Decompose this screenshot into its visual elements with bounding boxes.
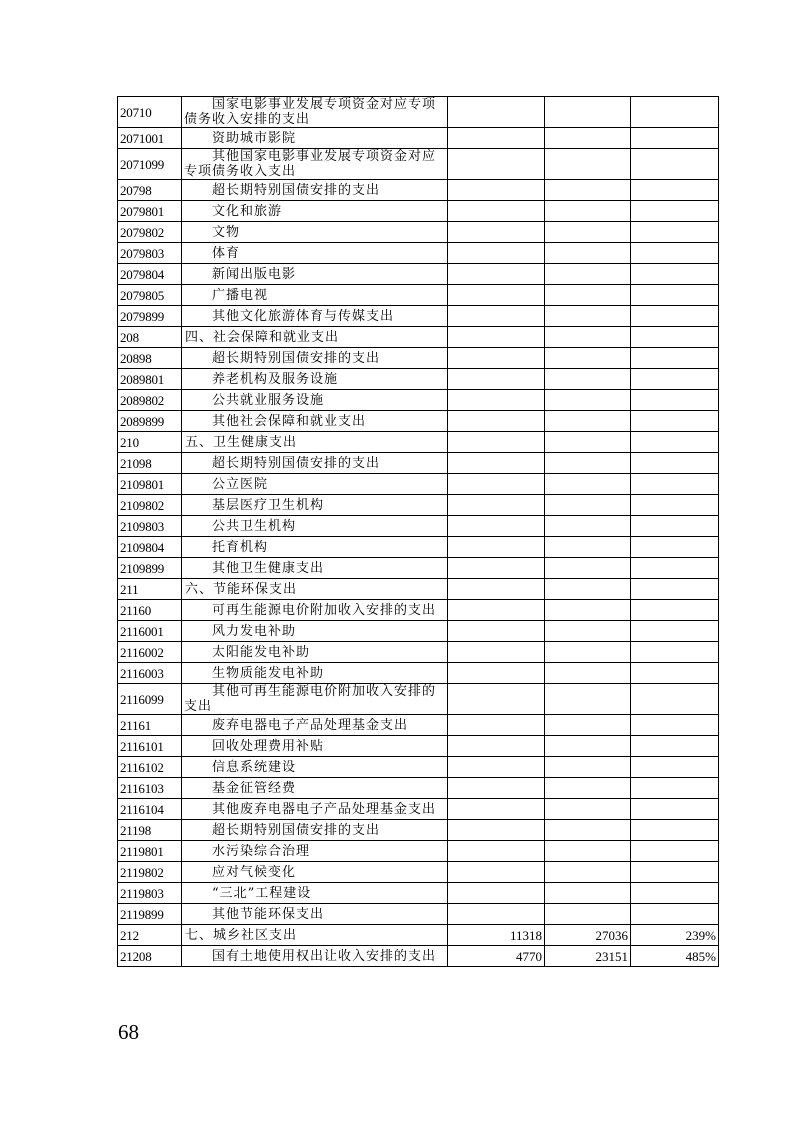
amount-cell-1 xyxy=(448,201,545,222)
subject-name-cell: 其他节能环保支出 xyxy=(182,904,448,925)
percent-cell xyxy=(631,516,719,537)
subject-name-cell: 公共就业服务设施 xyxy=(182,390,448,411)
subject-code-cell: 2119802 xyxy=(118,862,182,883)
table-row xyxy=(118,799,719,820)
subject-name-cell: 超长期特别国债安排的支出 xyxy=(182,453,448,474)
percent-cell xyxy=(631,642,719,663)
amount-cell-1 xyxy=(448,757,545,778)
amount-cell-1 xyxy=(448,621,545,642)
amount-cell-2 xyxy=(545,642,631,663)
subject-name-cell: 风力发电补助 xyxy=(182,621,448,642)
table-row xyxy=(118,222,719,243)
percent-cell xyxy=(631,736,719,757)
amount-cell-1 xyxy=(448,390,545,411)
subject-name-cell: 应对气候变化 xyxy=(182,862,448,883)
subject-name-cell: 公共卫生机构 xyxy=(182,516,448,537)
amount-cell-1 xyxy=(448,516,545,537)
subject-code-cell: 2116101 xyxy=(118,736,182,757)
subject-name-cell: 文化和旅游 xyxy=(182,201,448,222)
percent-cell xyxy=(631,222,719,243)
subject-code-cell: 210 xyxy=(118,432,182,453)
subject-code-cell: 2109899 xyxy=(118,558,182,579)
amount-cell-1 xyxy=(448,778,545,799)
subject-code-cell: 2109801 xyxy=(118,474,182,495)
table-row xyxy=(118,432,719,453)
subject-code-cell: 2089801 xyxy=(118,369,182,390)
subject-name-cell: 国有土地使用权出让收入安排的支出 xyxy=(182,946,448,967)
subject-code-cell: 2119899 xyxy=(118,904,182,925)
subject-name-cell: 其他可再生能源电价附加收入安排的支出 xyxy=(182,684,448,715)
amount-cell-1 xyxy=(448,474,545,495)
table-row xyxy=(118,841,719,862)
subject-name-cell: 公立医院 xyxy=(182,474,448,495)
amount-cell-2 xyxy=(545,778,631,799)
amount-cell-2 xyxy=(545,516,631,537)
amount-cell-2 xyxy=(545,684,631,715)
amount-cell-2 xyxy=(545,306,631,327)
table-row xyxy=(118,474,719,495)
amount-cell-2 xyxy=(545,411,631,432)
amount-cell-1 xyxy=(448,495,545,516)
amount-cell-1 xyxy=(448,243,545,264)
amount-cell-1 xyxy=(448,715,545,736)
percent-cell xyxy=(631,474,719,495)
amount-cell-1 xyxy=(448,558,545,579)
amount-cell-1 xyxy=(448,537,545,558)
percent-cell xyxy=(631,778,719,799)
amount-cell-2 xyxy=(545,736,631,757)
amount-cell-2 xyxy=(545,757,631,778)
amount-cell-2 xyxy=(545,285,631,306)
amount-cell-2 xyxy=(545,432,631,453)
percent-cell xyxy=(631,883,719,904)
subject-name-cell: 其他废弃电器电子产品处理基金支出 xyxy=(182,799,448,820)
subject-name-cell: 太阳能发电补助 xyxy=(182,642,448,663)
amount-cell-1 xyxy=(448,327,545,348)
subject-name-cell: 超长期特别国债安排的支出 xyxy=(182,180,448,201)
amount-cell-1 xyxy=(448,453,545,474)
percent-cell xyxy=(631,537,719,558)
table-row xyxy=(118,201,719,222)
subject-code-cell: 2071099 xyxy=(118,149,182,180)
amount-cell-2 xyxy=(545,128,631,149)
table-row xyxy=(118,736,719,757)
subject-name-cell: 信息系统建设 xyxy=(182,757,448,778)
table-row xyxy=(118,390,719,411)
subject-code-cell: 2109802 xyxy=(118,495,182,516)
subject-code-cell: 2079899 xyxy=(118,306,182,327)
amount-cell-1 xyxy=(448,264,545,285)
subject-name-cell: 四、社会保障和就业支出 xyxy=(182,327,448,348)
percent-cell: 239% xyxy=(631,925,719,946)
percent-cell xyxy=(631,453,719,474)
subject-name-cell: 生物质能发电补助 xyxy=(182,663,448,684)
subject-name-cell: 七、城乡社区支出 xyxy=(182,925,448,946)
subject-name-cell: 超长期特别国债安排的支出 xyxy=(182,820,448,841)
amount-cell-2 xyxy=(545,97,631,128)
subject-name-cell: 其他文化旅游体育与传媒支出 xyxy=(182,306,448,327)
table-row xyxy=(118,327,719,348)
amount-cell-2 xyxy=(545,579,631,600)
table-row xyxy=(118,757,719,778)
percent-cell xyxy=(631,432,719,453)
subject-code-cell: 212 xyxy=(118,925,182,946)
percent-cell xyxy=(631,579,719,600)
table-row xyxy=(118,820,719,841)
subject-code-cell: 2079805 xyxy=(118,285,182,306)
amount-cell-2 xyxy=(545,537,631,558)
amount-cell-1 xyxy=(448,128,545,149)
amount-cell-1 xyxy=(448,369,545,390)
subject-code-cell: 20798 xyxy=(118,180,182,201)
amount-cell-1 xyxy=(448,883,545,904)
subject-name-cell: 基层医疗卫生机构 xyxy=(182,495,448,516)
table-row xyxy=(118,778,719,799)
percent-cell xyxy=(631,411,719,432)
amount-cell-2 xyxy=(545,883,631,904)
amount-cell-2 xyxy=(545,799,631,820)
table-row xyxy=(118,495,719,516)
amount-cell-1 xyxy=(448,306,545,327)
percent-cell xyxy=(631,757,719,778)
amount-cell-1 xyxy=(448,432,545,453)
percent-cell xyxy=(631,264,719,285)
subject-code-cell: 2116002 xyxy=(118,642,182,663)
table-row xyxy=(118,97,719,128)
amount-cell-1 xyxy=(448,684,545,715)
percent-cell xyxy=(631,904,719,925)
subject-code-cell: 20710 xyxy=(118,97,182,128)
amount-cell-2 xyxy=(545,369,631,390)
amount-cell-2 xyxy=(545,558,631,579)
table-row xyxy=(118,946,719,967)
amount-cell-1 xyxy=(448,579,545,600)
subject-name-cell: 托育机构 xyxy=(182,537,448,558)
amount-cell-1 xyxy=(448,348,545,369)
amount-cell-2 xyxy=(545,327,631,348)
percent-cell xyxy=(631,862,719,883)
percent-cell xyxy=(631,369,719,390)
amount-cell-2 xyxy=(545,243,631,264)
amount-cell-2 xyxy=(545,663,631,684)
amount-cell-1 xyxy=(448,820,545,841)
subject-name-cell: 回收处理费用补贴 xyxy=(182,736,448,757)
subject-name-cell: “三北”工程建设 xyxy=(182,883,448,904)
subject-name-cell: 六、节能环保支出 xyxy=(182,579,448,600)
subject-code-cell: 21198 xyxy=(118,820,182,841)
table-row xyxy=(118,180,719,201)
subject-code-cell: 2109804 xyxy=(118,537,182,558)
amount-cell-2 xyxy=(545,904,631,925)
amount-cell-1 xyxy=(448,799,545,820)
amount-cell-2: 23151 xyxy=(545,946,631,967)
amount-cell-2 xyxy=(545,222,631,243)
table-row xyxy=(118,621,719,642)
amount-cell-2 xyxy=(545,820,631,841)
amount-cell-2 xyxy=(545,474,631,495)
subject-name-cell: 其他卫生健康支出 xyxy=(182,558,448,579)
subject-code-cell: 20898 xyxy=(118,348,182,369)
amount-cell-2 xyxy=(545,621,631,642)
table-row xyxy=(118,904,719,925)
subject-name-cell: 其他国家电影事业发展专项资金对应专项债务收入支出 xyxy=(182,149,448,180)
percent-cell xyxy=(631,684,719,715)
amount-cell-2: 27036 xyxy=(545,925,631,946)
percent-cell xyxy=(631,663,719,684)
amount-cell-2 xyxy=(545,348,631,369)
subject-name-cell: 广播电视 xyxy=(182,285,448,306)
amount-cell-1 xyxy=(448,663,545,684)
subject-code-cell: 2119803 xyxy=(118,883,182,904)
subject-code-cell: 2071001 xyxy=(118,128,182,149)
percent-cell xyxy=(631,348,719,369)
table-row xyxy=(118,516,719,537)
subject-code-cell: 208 xyxy=(118,327,182,348)
table-row xyxy=(118,862,719,883)
subject-name-cell: 可再生能源电价附加收入安排的支出 xyxy=(182,600,448,621)
table-row xyxy=(118,684,719,715)
table-row xyxy=(118,348,719,369)
subject-code-cell: 2116102 xyxy=(118,757,182,778)
table-row xyxy=(118,537,719,558)
amount-cell-1 xyxy=(448,841,545,862)
table-row xyxy=(118,243,719,264)
amount-cell-1: 4770 xyxy=(448,946,545,967)
subject-code-cell: 2079802 xyxy=(118,222,182,243)
percent-cell xyxy=(631,285,719,306)
amount-cell-2 xyxy=(545,715,631,736)
table-row xyxy=(118,411,719,432)
table-row xyxy=(118,128,719,149)
percent-cell: 485% xyxy=(631,946,719,967)
amount-cell-1 xyxy=(448,904,545,925)
subject-code-cell: 21161 xyxy=(118,715,182,736)
percent-cell xyxy=(631,600,719,621)
subject-code-cell: 2089899 xyxy=(118,411,182,432)
budget-table xyxy=(117,96,719,967)
subject-name-cell: 水污染综合治理 xyxy=(182,841,448,862)
percent-cell xyxy=(631,495,719,516)
table-row xyxy=(118,369,719,390)
percent-cell xyxy=(631,841,719,862)
subject-code-cell: 21208 xyxy=(118,946,182,967)
subject-code-cell: 2079803 xyxy=(118,243,182,264)
amount-cell-2 xyxy=(545,201,631,222)
amount-cell-1 xyxy=(448,222,545,243)
percent-cell xyxy=(631,243,719,264)
amount-cell-1 xyxy=(448,600,545,621)
amount-cell-2 xyxy=(545,180,631,201)
percent-cell xyxy=(631,149,719,180)
percent-cell xyxy=(631,799,719,820)
percent-cell xyxy=(631,820,719,841)
percent-cell xyxy=(631,306,719,327)
subject-code-cell: 2116001 xyxy=(118,621,182,642)
amount-cell-1 xyxy=(448,97,545,128)
subject-code-cell: 2119801 xyxy=(118,841,182,862)
percent-cell xyxy=(631,201,719,222)
table-row xyxy=(118,715,719,736)
subject-code-cell: 211 xyxy=(118,579,182,600)
subject-code-cell: 2116003 xyxy=(118,663,182,684)
subject-name-cell: 新闻出版电影 xyxy=(182,264,448,285)
table-row xyxy=(118,149,719,180)
table-row xyxy=(118,600,719,621)
amount-cell-1: 11318 xyxy=(448,925,545,946)
subject-code-cell: 2116099 xyxy=(118,684,182,715)
table-row xyxy=(118,558,719,579)
subject-code-cell: 2079804 xyxy=(118,264,182,285)
table-row xyxy=(118,453,719,474)
subject-name-cell: 五、卫生健康支出 xyxy=(182,432,448,453)
table-row xyxy=(118,264,719,285)
amount-cell-2 xyxy=(545,495,631,516)
subject-code-cell: 2079801 xyxy=(118,201,182,222)
subject-code-cell: 2089802 xyxy=(118,390,182,411)
table-row xyxy=(118,925,719,946)
amount-cell-2 xyxy=(545,600,631,621)
subject-name-cell: 文物 xyxy=(182,222,448,243)
amount-cell-1 xyxy=(448,411,545,432)
amount-cell-2 xyxy=(545,390,631,411)
subject-name-cell: 超长期特别国债安排的支出 xyxy=(182,348,448,369)
subject-name-cell: 体育 xyxy=(182,243,448,264)
subject-name-cell: 其他社会保障和就业支出 xyxy=(182,411,448,432)
amount-cell-2 xyxy=(545,264,631,285)
amount-cell-1 xyxy=(448,642,545,663)
table-row xyxy=(118,285,719,306)
table-row xyxy=(118,642,719,663)
percent-cell xyxy=(631,327,719,348)
amount-cell-2 xyxy=(545,453,631,474)
subject-name-cell: 废弃电器电子产品处理基金支出 xyxy=(182,715,448,736)
table-row xyxy=(118,579,719,600)
subject-code-cell: 21160 xyxy=(118,600,182,621)
amount-cell-1 xyxy=(448,180,545,201)
amount-cell-1 xyxy=(448,285,545,306)
amount-cell-2 xyxy=(545,862,631,883)
subject-code-cell: 2109803 xyxy=(118,516,182,537)
amount-cell-1 xyxy=(448,149,545,180)
table-row xyxy=(118,663,719,684)
amount-cell-1 xyxy=(448,736,545,757)
table-row xyxy=(118,306,719,327)
subject-code-cell: 21098 xyxy=(118,453,182,474)
percent-cell xyxy=(631,715,719,736)
page-number: 68 xyxy=(118,1020,139,1044)
subject-name-cell: 基金征管经费 xyxy=(182,778,448,799)
amount-cell-1 xyxy=(448,862,545,883)
subject-code-cell: 2116103 xyxy=(118,778,182,799)
subject-code-cell: 2116104 xyxy=(118,799,182,820)
table-body xyxy=(118,97,719,967)
percent-cell xyxy=(631,180,719,201)
amount-cell-2 xyxy=(545,149,631,180)
percent-cell xyxy=(631,97,719,128)
amount-cell-2 xyxy=(545,841,631,862)
subject-name-cell: 资助城市影院 xyxy=(182,128,448,149)
percent-cell xyxy=(631,390,719,411)
subject-name-cell: 国家电影事业发展专项资金对应专项债务收入安排的支出 xyxy=(182,97,448,128)
percent-cell xyxy=(631,558,719,579)
table-row xyxy=(118,883,719,904)
percent-cell xyxy=(631,621,719,642)
subject-name-cell: 养老机构及服务设施 xyxy=(182,369,448,390)
percent-cell xyxy=(631,128,719,149)
